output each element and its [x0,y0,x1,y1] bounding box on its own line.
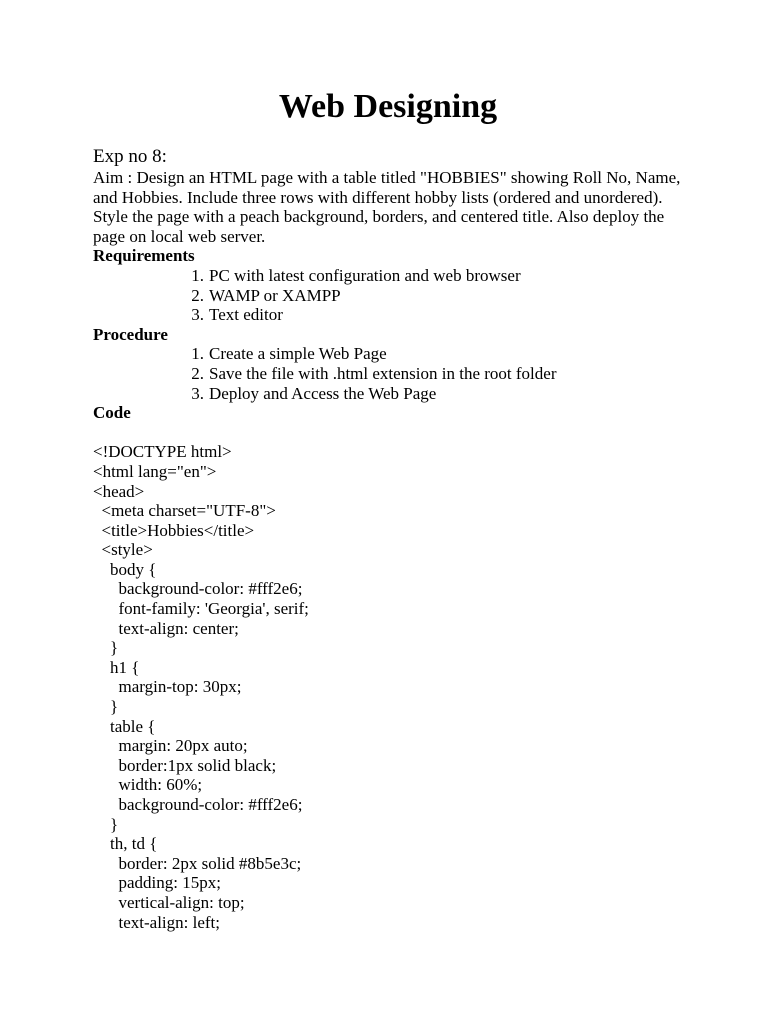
code-heading: Code [93,403,131,423]
code-line: margin: 20px auto; [93,736,248,756]
list-item: 3. Text editor [191,305,283,325]
code-line: table { [93,716,156,736]
aim-paragraph: Aim : Design an HTML page with a table titled "HOBBIES" showing Roll No, Name, and Hobbies. Include three rows with different hobby lists (ordered and unordered). Style the page with a peach background, borders, and centered title. Also deploy the page on local web server. [93,168,681,246]
procedure-heading: Procedure [93,324,168,344]
code-line: margin-top: 30px; [93,677,242,697]
code-line: text-align: left; [93,912,220,932]
code-line: background-color: #fff2e6; [93,579,303,599]
procedure-list [93,344,683,403]
list-item: 3. Deploy and Access the Web Page [191,383,437,403]
code-line: border:1px solid black; [93,755,277,775]
code-line: <meta charset="UTF-8"> [93,501,276,521]
code-line: <title>Hobbies</title> [93,520,255,540]
code-line: background-color: #fff2e6; [93,795,303,814]
code-line: th, td { [93,834,158,854]
code-line: } [93,814,119,834]
code-line: text-align: center; [93,618,239,638]
experiment-number: Exp no 8: [93,146,167,167]
list-item: 1. Create a simple Web Page [191,344,387,364]
code-line: body { [93,559,157,579]
code-line: <html lang="en"> [93,461,217,481]
code-line: width: 60%; [93,775,203,795]
code-line: padding: 15px; [93,873,221,893]
code-line: } [93,638,119,658]
code-line: <head> [93,481,145,501]
requirements-heading: Requirements [93,246,195,266]
code-line: font-family: 'Georgia', serif; [93,599,309,619]
code-line: vertical-align: top; [93,892,245,912]
document-body [93,146,683,932]
list-item: 2. WAMP or XAMPP [191,285,341,305]
code-line: <!DOCTYPE html> [93,442,232,462]
code-line: border: 2px solid #8b5e3c; [93,853,302,873]
list-item: 2. Save the file with .html extension in the root folder [191,363,557,383]
spacer [93,423,683,443]
code-line: } [93,697,119,717]
code-line: <style> [93,540,153,560]
code-line: h1 { [93,657,140,677]
code-block [93,442,683,932]
requirements-list [93,266,683,325]
list-item: 1. PC with latest configuration and web browser [191,265,521,285]
document-title: Web Designing [278,88,498,125]
